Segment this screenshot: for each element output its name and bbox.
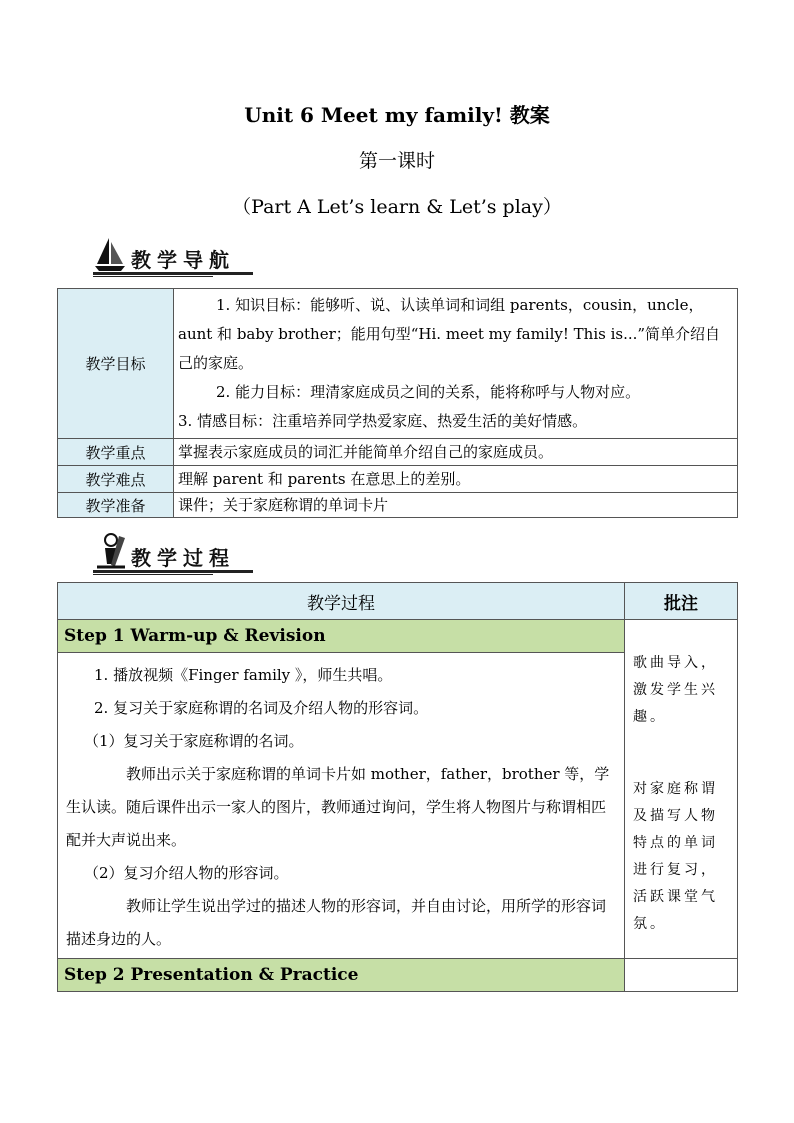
key-points-label: 教学重点: [58, 439, 174, 466]
notes-column-header: 批注: [625, 583, 738, 620]
table-row: [58, 620, 738, 653]
goal-ability: 2. 能力目标：理清家庭成员之间的关系，能将称呼与人物对应。: [216, 383, 641, 401]
step1-sub2: （2）复习介绍人物的形容词。: [84, 864, 289, 882]
step1-sub2-detail: 教师让学生说出学过的描述人物的形容词，并自由讨论，用所学的形容词描述身边的人。: [66, 897, 607, 948]
difficulties-text: 理解 parent 和 parents 在意思上的差别。: [174, 466, 738, 493]
step1-sub1-detail: 教师出示关于家庭称谓的单词卡片如 mother，father，brother 等，学生认读。随后课件出示一家人的图片，教师通过询问，学生将人物图片与称谓相匹配并大声说出来。: [66, 765, 610, 849]
table-row: [58, 493, 738, 518]
sailboat-icon: [93, 234, 129, 274]
step2-title: Step 2 Presentation & Practice: [58, 959, 625, 992]
nav-heading: [93, 232, 258, 278]
heading-underline: [93, 272, 253, 275]
goals-label: 教学目标: [58, 289, 174, 439]
goals-table: [57, 288, 738, 518]
note-review: 对家庭称谓及描写人物特点的单词进行复习，活跃课堂气氛。: [633, 781, 718, 932]
goal-knowledge: 1. 知识目标：能够听、说、认读单词和词组 parents，cousin，uncle，aunt 和 baby brother；能用句型“Hi. meet my family! This is...”简单介绍自己的家庭。: [178, 296, 721, 372]
heading-underline-thin: [93, 276, 213, 277]
preparation-text: 课件；关于家庭称谓的单词卡片: [174, 493, 738, 518]
pencil-figure-icon: [93, 532, 129, 572]
lesson-period: 第一课时: [358, 150, 435, 172]
preparation-label: 教学准备: [58, 493, 174, 518]
step1-title: Step 1 Warm-up & Revision: [58, 620, 625, 653]
step1-item1: 1. 播放视频《Finger family 》，师生共唱。: [94, 666, 393, 684]
table-row: [58, 583, 738, 620]
goal-emotion: 3. 情感目标：注重培养同学热爱家庭、热爱生活的美好情感。: [178, 412, 588, 430]
process-column-header: 教学过程: [58, 583, 625, 620]
step1-sub1: （1）复习关于家庭称谓的名词。: [84, 732, 304, 750]
lesson-part: （Part A Let’s learn & Let’s play）: [232, 196, 562, 218]
table-row: [58, 289, 738, 439]
key-points-text: 掌握表示家庭成员的词汇并能简单介绍自己的家庭成员。: [174, 439, 738, 466]
heading-underline-thin: [93, 574, 213, 575]
step1-body: [58, 653, 625, 959]
table-row: [58, 439, 738, 466]
note-song-intro: 歌曲导入，激发学生兴趣。: [633, 655, 718, 725]
table-row: [58, 959, 738, 992]
step1-item2: 2. 复习关于家庭称谓的名词及介绍人物的形容词。: [94, 699, 429, 717]
step1-notes: [625, 620, 738, 959]
nav-heading-text: 教学导航: [131, 248, 235, 272]
step2-notes: [625, 959, 738, 992]
difficulties-label: 教学难点: [58, 466, 174, 493]
process-heading-text: 教学过程: [131, 546, 235, 570]
goals-content: [174, 289, 738, 439]
process-table: [57, 582, 738, 992]
process-heading: [93, 530, 258, 576]
table-row: [58, 466, 738, 493]
document-title: Unit 6 Meet my family! 教案: [244, 103, 550, 127]
heading-underline: [93, 570, 253, 573]
